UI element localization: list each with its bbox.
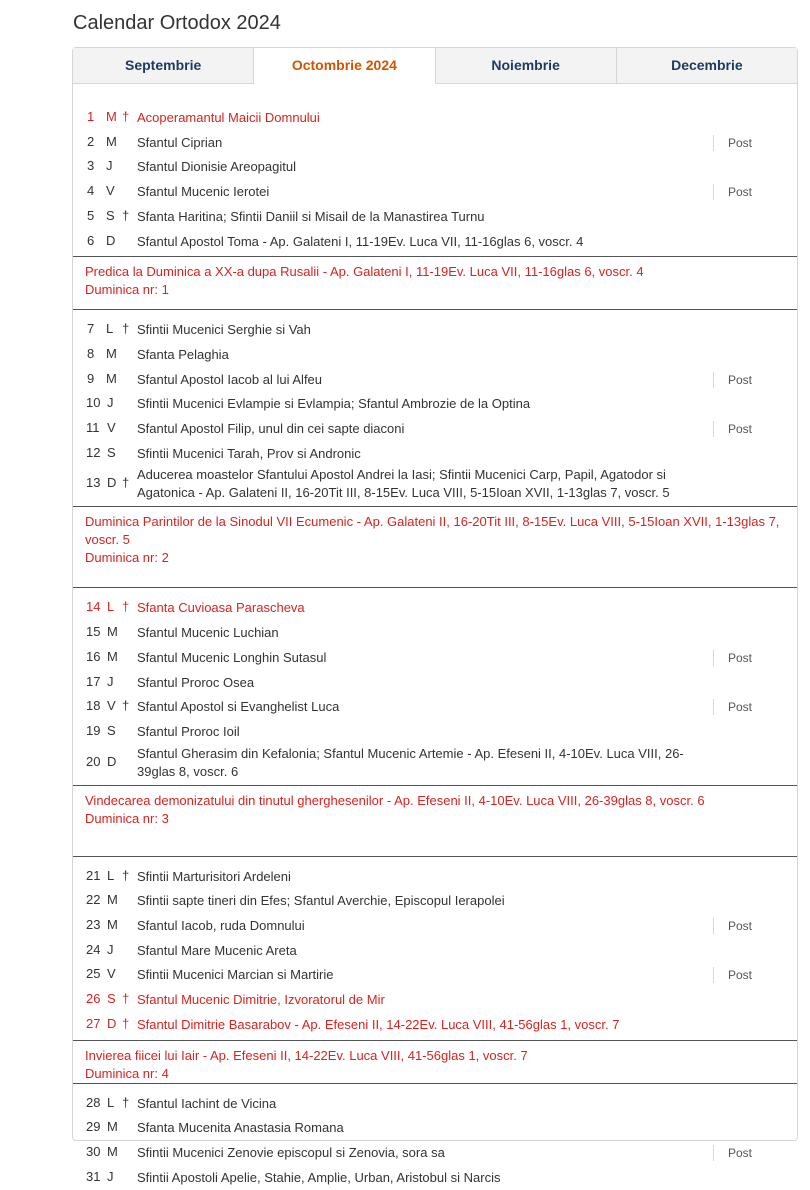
day-row[interactable] xyxy=(73,939,797,964)
day-letter: L xyxy=(107,599,115,615)
post-label: Post xyxy=(713,918,792,934)
saint-name[interactable]: Sfantul Apostol Iacob al lui Alfeu xyxy=(137,371,323,387)
month-tabs xyxy=(73,48,797,84)
saint-name[interactable]: Sfintii Mucenici Tarah, Prov si Andronic xyxy=(137,445,361,461)
day-row[interactable] xyxy=(73,131,797,156)
day-row[interactable] xyxy=(73,695,797,720)
post-label: Post xyxy=(713,421,792,437)
sunday-number: Duminica nr: 2 xyxy=(85,550,169,566)
day-number: 8 xyxy=(87,345,95,361)
day-letter: D xyxy=(106,232,116,248)
day-letter: J xyxy=(107,395,114,411)
page-title: Calendar Ortodox 2024 xyxy=(73,12,281,34)
day-letter: S xyxy=(107,722,116,738)
day-letter: D xyxy=(107,475,117,491)
tab-noiembrie[interactable]: Noiembrie xyxy=(436,48,617,83)
sunday-number: Duminica nr: 1 xyxy=(85,282,169,298)
saint-name[interactable]: Sfantul Apostol Filip, unul din cei sapte diaconi xyxy=(137,421,405,436)
saint-name[interactable]: Sfantul Dionisie Areopagitul xyxy=(137,159,296,175)
day-row[interactable] xyxy=(73,1141,797,1166)
post-label: Post xyxy=(713,135,792,151)
day-number: 17 xyxy=(86,673,101,689)
saint-name[interactable]: Sfantul Proroc Osea xyxy=(137,674,255,690)
sunday-sermon[interactable] xyxy=(73,785,797,857)
cross-icon: † xyxy=(122,321,130,337)
day-row[interactable] xyxy=(73,889,797,914)
day-number: 16 xyxy=(86,648,101,664)
sunday-sermon[interactable] xyxy=(73,1040,797,1084)
day-row[interactable] xyxy=(73,720,797,745)
day-letter: L xyxy=(106,321,114,337)
saint-name[interactable]: Sfanta Pelaghia xyxy=(137,346,229,362)
day-number: 23 xyxy=(86,917,101,932)
day-letter: M xyxy=(107,624,118,640)
day-number: 3 xyxy=(87,158,95,174)
cross-icon: † xyxy=(122,867,130,883)
day-number: 10 xyxy=(86,395,101,411)
saint-name[interactable]: Sfantul Apostol Toma - Ap. Galateni I, 11-19Ev. Luca VII, 11-16glas 6, voscr. 4 xyxy=(137,233,584,249)
day-row[interactable] xyxy=(73,180,797,205)
day-letter: M xyxy=(106,370,117,386)
saint-name[interactable]: Aducerea moastelor Sfantului Apostol Andrei la Iasi; Sfintii Mucenici Carp, Papil, Agatodor si Agatonica - Ap. Galateni II, 16-20Tit III, 8-15Ev. Luca VIII, 5-15Ioan XVII, 1-13glas 7, voscr. 5 xyxy=(137,467,670,501)
saint-name[interactable]: Sfintii Mucenici Serghie si Vah xyxy=(137,322,311,338)
sermon-title[interactable]: Duminica Parintilor de la Sinodul VII Ecumenic - Ap. Galateni II, 16-20Tit III, 8-15Ev. Luca VIII, 5-15Ioan XVII, 1-13glas 7, voscr. 5 xyxy=(85,514,780,548)
day-row[interactable] xyxy=(73,1092,797,1117)
day-number: 28 xyxy=(86,1094,101,1110)
day-number: 15 xyxy=(86,624,101,640)
day-row[interactable] xyxy=(73,392,797,417)
post-label: Post xyxy=(713,184,792,200)
day-number: 29 xyxy=(86,1119,101,1135)
day-number: 25 xyxy=(86,966,101,982)
day-letter: V xyxy=(106,183,115,199)
cross-icon: † xyxy=(122,109,130,124)
day-letter: M xyxy=(106,133,117,149)
day-letter: M xyxy=(107,648,118,664)
day-row[interactable] xyxy=(73,988,797,1013)
cross-icon: † xyxy=(122,207,130,223)
saint-name[interactable]: Sfantul Mare Mucenic Areta xyxy=(137,942,297,958)
day-number: 27 xyxy=(86,1015,101,1031)
day-number: 4 xyxy=(87,183,95,199)
saint-name[interactable]: Sfantul Iacob, ruda Domnului xyxy=(137,918,305,933)
day-row[interactable] xyxy=(73,1116,797,1141)
cross-icon: † xyxy=(122,599,130,615)
day-letter: M xyxy=(107,892,118,908)
day-number: 24 xyxy=(86,941,101,957)
day-number: 18 xyxy=(86,698,101,714)
day-letter: M xyxy=(107,1119,118,1135)
post-label: Post xyxy=(713,699,792,715)
day-number: 20 xyxy=(86,753,101,769)
day-letter: J xyxy=(107,1168,114,1184)
day-letter: V xyxy=(107,966,116,982)
day-number: 13 xyxy=(86,475,101,491)
cross-icon: † xyxy=(122,698,130,714)
cross-icon: † xyxy=(122,991,130,1007)
day-letter: S xyxy=(107,991,116,1007)
day-letter: M xyxy=(106,109,117,124)
sermon-title[interactable]: Vindecarea demonizatului din tinutul gherghesenilor - Ap. Efeseni II, 4-10Ev. Luca VIII, 26-39glas 8, voscr. 6 xyxy=(85,792,705,808)
day-row[interactable] xyxy=(73,1013,797,1038)
post-label: Post xyxy=(713,372,792,388)
sermon-title[interactable]: Predica la Duminica a XX-a dupa Rusalii - Ap. Galateni I, 11-19Ev. Luca VII, 11-16glas 6, voscr. 4 xyxy=(85,264,644,280)
day-number: 11 xyxy=(86,420,100,435)
day-letter: V xyxy=(107,698,116,714)
day-letter: M xyxy=(107,1143,118,1159)
day-row[interactable] xyxy=(73,914,797,939)
day-row[interactable] xyxy=(73,621,797,646)
day-number: 21 xyxy=(86,867,101,883)
day-row[interactable] xyxy=(73,155,797,180)
day-row[interactable] xyxy=(73,1166,797,1190)
sunday-sermon[interactable] xyxy=(73,256,797,310)
saint-name[interactable]: Sfantul Iachint de Vicina xyxy=(137,1095,277,1111)
day-letter: M xyxy=(107,917,118,932)
saint-name[interactable]: Sfantul Mucenic Ierotei xyxy=(137,184,270,200)
day-number: 5 xyxy=(87,207,95,223)
day-row[interactable] xyxy=(73,671,797,696)
day-letter: S xyxy=(107,444,116,460)
day-number: 9 xyxy=(87,370,95,386)
saint-name[interactable]: Sfanta Mucenita Anastasia Romana xyxy=(137,1120,344,1136)
day-number: 6 xyxy=(87,232,95,248)
saint-name[interactable]: Sfantul Apostol si Evanghelist Luca xyxy=(137,699,340,715)
saint-name[interactable]: Sfantul Mucenic Luchian xyxy=(137,625,279,641)
day-letter: V xyxy=(107,420,116,435)
saint-name[interactable]: Sfintii Mucenici Evlampie si Evlampia; Sfantul Ambrozie de la Optina xyxy=(137,396,531,412)
saint-name[interactable]: Sfanta Cuvioasa Parascheva xyxy=(137,600,305,616)
cross-icon: † xyxy=(122,475,130,491)
day-row[interactable] xyxy=(73,417,797,442)
day-number: 12 xyxy=(86,444,101,460)
day-number: 22 xyxy=(86,892,101,908)
saint-name[interactable]: Sfintii Mucenici Marcian si Martirie xyxy=(137,967,334,983)
saint-name[interactable]: Acoperamantul Maicii Domnului xyxy=(137,110,320,125)
saint-name[interactable]: Sfintii Apostoli Apelie, Stahie, Amplie, Urban, Aristobul si Narcis xyxy=(137,1169,501,1185)
saint-name[interactable]: Sfantul Gherasim din Kefalonia; Sfantul Mucenic Artemie - Ap. Efeseni II, 4-10Ev. Luca VIII, 26-39glas 8, voscr. 6 xyxy=(137,745,684,779)
tab-octombrie[interactable]: Octombrie 2024 xyxy=(254,48,435,84)
day-letter: L xyxy=(107,867,115,883)
day-letter: L xyxy=(107,1094,115,1110)
day-row[interactable] xyxy=(73,865,797,890)
day-letter: J xyxy=(107,941,114,957)
saint-name[interactable]: Sfintii Mucenici Zenovie episcopul si Zenovia, sora sa xyxy=(137,1144,445,1160)
sunday-number: Duminica nr: 3 xyxy=(85,810,169,826)
saint-name[interactable]: Sfantul Ciprian xyxy=(137,134,223,150)
day-number: 2 xyxy=(87,133,95,149)
cross-icon: † xyxy=(122,1015,130,1031)
day-letter: J xyxy=(107,673,114,689)
day-row[interactable] xyxy=(73,368,797,393)
sunday-number: Duminica nr: 4 xyxy=(85,1065,169,1081)
day-row[interactable] xyxy=(73,230,797,255)
day-row[interactable] xyxy=(73,466,797,504)
day-number: 26 xyxy=(86,991,101,1007)
day-row[interactable] xyxy=(73,106,797,131)
saint-name[interactable]: Sfintii Marturisitori Ardeleni xyxy=(137,868,291,884)
saint-name[interactable]: Sfantul Mucenic Longhin Sutasul xyxy=(137,649,327,665)
post-label: Post xyxy=(713,1145,792,1161)
day-letter: S xyxy=(106,207,115,223)
saint-name[interactable]: Sfantul Dimitrie Basarabov - Ap. Efeseni II, 14-22Ev. Luca VIII, 41-56glas 1, voscr. 7 xyxy=(137,1016,620,1032)
day-letter: D xyxy=(107,753,117,769)
day-row[interactable] xyxy=(73,745,797,783)
sunday-sermon[interactable] xyxy=(73,506,797,588)
day-row[interactable] xyxy=(73,963,797,988)
saint-name[interactable]: Sfantul Proroc Ioil xyxy=(137,723,240,739)
day-letter: M xyxy=(106,345,117,361)
saint-name[interactable]: Sfanta Haritina; Sfintii Daniil si Misail de la Manastirea Turnu xyxy=(137,208,485,224)
tab-decembrie[interactable]: Decembrie xyxy=(671,57,743,73)
day-row[interactable] xyxy=(73,343,797,368)
day-row[interactable] xyxy=(73,318,797,343)
day-row[interactable] xyxy=(73,205,797,230)
post-label: Post xyxy=(713,650,792,666)
day-row[interactable] xyxy=(73,442,797,467)
post-label: Post xyxy=(713,967,792,983)
day-number: 14 xyxy=(86,599,101,615)
saint-name[interactable]: Sfantul Mucenic Dimitrie, Izvoratorul de Mir xyxy=(137,992,385,1008)
sermon-title[interactable]: Invierea fiicei lui Iair - Ap. Efeseni II, 14-22Ev. Luca VIII, 41-56glas 1, voscr. 7 xyxy=(85,1047,528,1063)
day-row[interactable] xyxy=(73,646,797,671)
day-number: 31 xyxy=(86,1168,101,1184)
day-number: 30 xyxy=(86,1143,101,1159)
cross-icon: † xyxy=(122,1094,130,1110)
day-letter: J xyxy=(106,158,113,174)
day-number: 19 xyxy=(86,722,101,738)
day-number: 7 xyxy=(87,321,95,337)
day-row[interactable] xyxy=(73,596,797,621)
day-number: 1 xyxy=(87,109,95,124)
saint-name[interactable]: Sfintii sapte tineri din Efes; Sfantul Averchie, Episcopul Ierapolei xyxy=(137,893,505,909)
tab-septembrie[interactable]: Septembrie xyxy=(73,48,254,83)
calendar-panel xyxy=(72,47,798,1185)
day-letter: D xyxy=(107,1015,117,1031)
